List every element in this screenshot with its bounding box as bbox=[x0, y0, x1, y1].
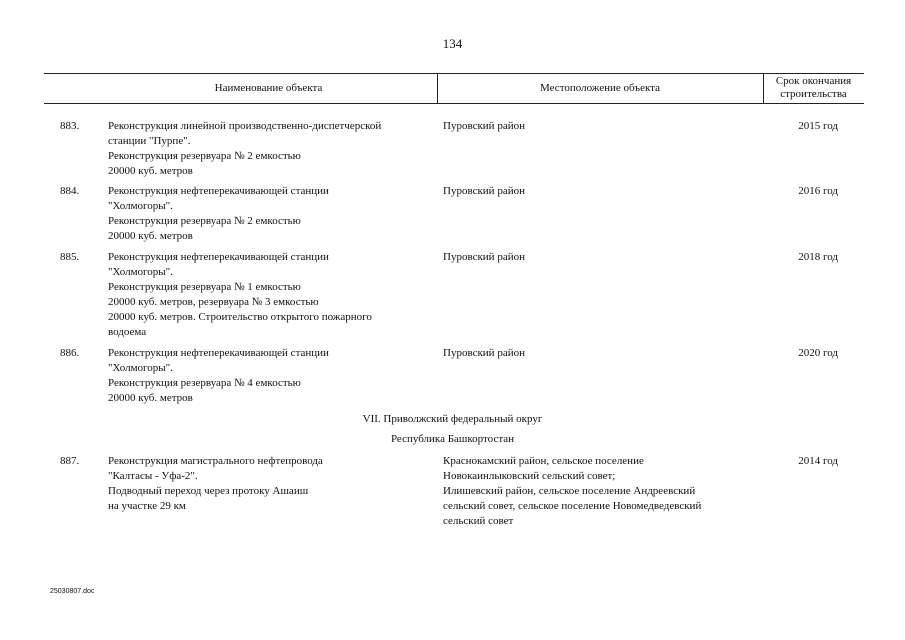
object-name bbox=[108, 184, 438, 244]
object-name-line: Реконструкция резервуара № 2 емкостью bbox=[108, 150, 301, 162]
header-object-location: Местоположение объекта bbox=[540, 81, 660, 94]
row-number: 885. bbox=[60, 251, 80, 263]
object-location-line: Пуровский район bbox=[443, 251, 525, 263]
object-name-line: Реконструкция резервуара № 4 емкостью bbox=[108, 377, 301, 389]
object-name bbox=[108, 346, 438, 406]
object-location-line: Пуровский район bbox=[443, 185, 525, 197]
subsection-heading: Республика Башкортостан bbox=[390, 433, 515, 445]
page-number: 134 bbox=[442, 36, 463, 51]
object-location bbox=[443, 250, 763, 265]
document-filename: 25030807.doc bbox=[50, 588, 95, 595]
header-object-name: Наименование объекта bbox=[214, 81, 323, 94]
object-location-line: сельский совет, сельское поселение Новомедведевский bbox=[443, 500, 702, 512]
row-number: 883. bbox=[60, 120, 80, 132]
object-name-line: Реконструкция линейной производственно-диспетчерской bbox=[108, 120, 382, 132]
object-name-line: 20000 куб. метров, резервуара № 3 емкостью bbox=[108, 296, 319, 308]
object-location bbox=[443, 184, 763, 199]
row-number: 887. bbox=[60, 455, 80, 467]
object-name-line: 20000 куб. метров. Строительство открытого пожарного bbox=[108, 311, 372, 323]
object-name bbox=[108, 119, 438, 179]
completion-year: 2014 год bbox=[798, 455, 838, 467]
section-heading: VII. Приволжский федеральный округ bbox=[362, 413, 543, 425]
object-name-line: "Холмогоры". bbox=[108, 362, 173, 374]
object-name-line: на участке 29 км bbox=[108, 500, 186, 512]
header-deadline-line: строительства bbox=[780, 88, 847, 100]
object-name-line: "Холмогоры". bbox=[108, 200, 173, 212]
completion-year: 2020 год bbox=[798, 347, 838, 359]
object-name bbox=[108, 250, 438, 340]
header-deadline-line: Срок окончания bbox=[775, 75, 852, 87]
object-name-line: 20000 куб. метров bbox=[108, 230, 193, 242]
object-name-line: "Холмогоры". bbox=[108, 266, 173, 278]
object-name-line: Реконструкция нефтеперекачивающей станции bbox=[108, 347, 329, 359]
object-location-line: Новокаинлыковский сельский совет; bbox=[443, 470, 616, 482]
object-name-line: водоема bbox=[108, 326, 147, 338]
object-name-line: Реконструкция резервуара № 2 емкостью bbox=[108, 215, 301, 227]
object-location-line: Илишевский район, сельское поселение Андреевский bbox=[443, 485, 696, 497]
object-name-line: Подводный переход через протоку Ашаиш bbox=[108, 485, 309, 497]
object-location-line: Пуровский район bbox=[443, 120, 525, 132]
row-number: 884. bbox=[60, 185, 80, 197]
object-name-line: 20000 куб. метров bbox=[108, 392, 193, 404]
object-name-line: 20000 куб. метров bbox=[108, 165, 193, 177]
completion-year: 2016 год bbox=[798, 185, 838, 197]
object-name bbox=[108, 454, 438, 514]
completion-year: 2015 год bbox=[798, 120, 838, 132]
object-location bbox=[443, 454, 763, 529]
object-location-line: Пуровский район bbox=[443, 347, 525, 359]
object-name-line: Реконструкция нефтеперекачивающей станции bbox=[108, 185, 329, 197]
object-name-line: Реконструкция магистрального нефтепровода bbox=[108, 455, 323, 467]
header-construction-deadline bbox=[763, 73, 864, 103]
object-location bbox=[443, 119, 763, 134]
object-name-line: "Калтасы - Уфа-2". bbox=[108, 470, 198, 482]
object-location bbox=[443, 346, 763, 361]
object-name-line: станции "Пурпе". bbox=[108, 135, 191, 147]
object-name-line: Реконструкция резервуара № 1 емкостью bbox=[108, 281, 301, 293]
table-header-rule bbox=[44, 103, 864, 104]
object-name-line: Реконструкция нефтеперекачивающей станции bbox=[108, 251, 329, 263]
completion-year: 2018 год bbox=[798, 251, 838, 263]
object-location-line: сельский совет bbox=[443, 515, 514, 527]
row-number: 886. bbox=[60, 347, 80, 359]
object-location-line: Краснокамский район, сельское поселение bbox=[443, 455, 644, 467]
